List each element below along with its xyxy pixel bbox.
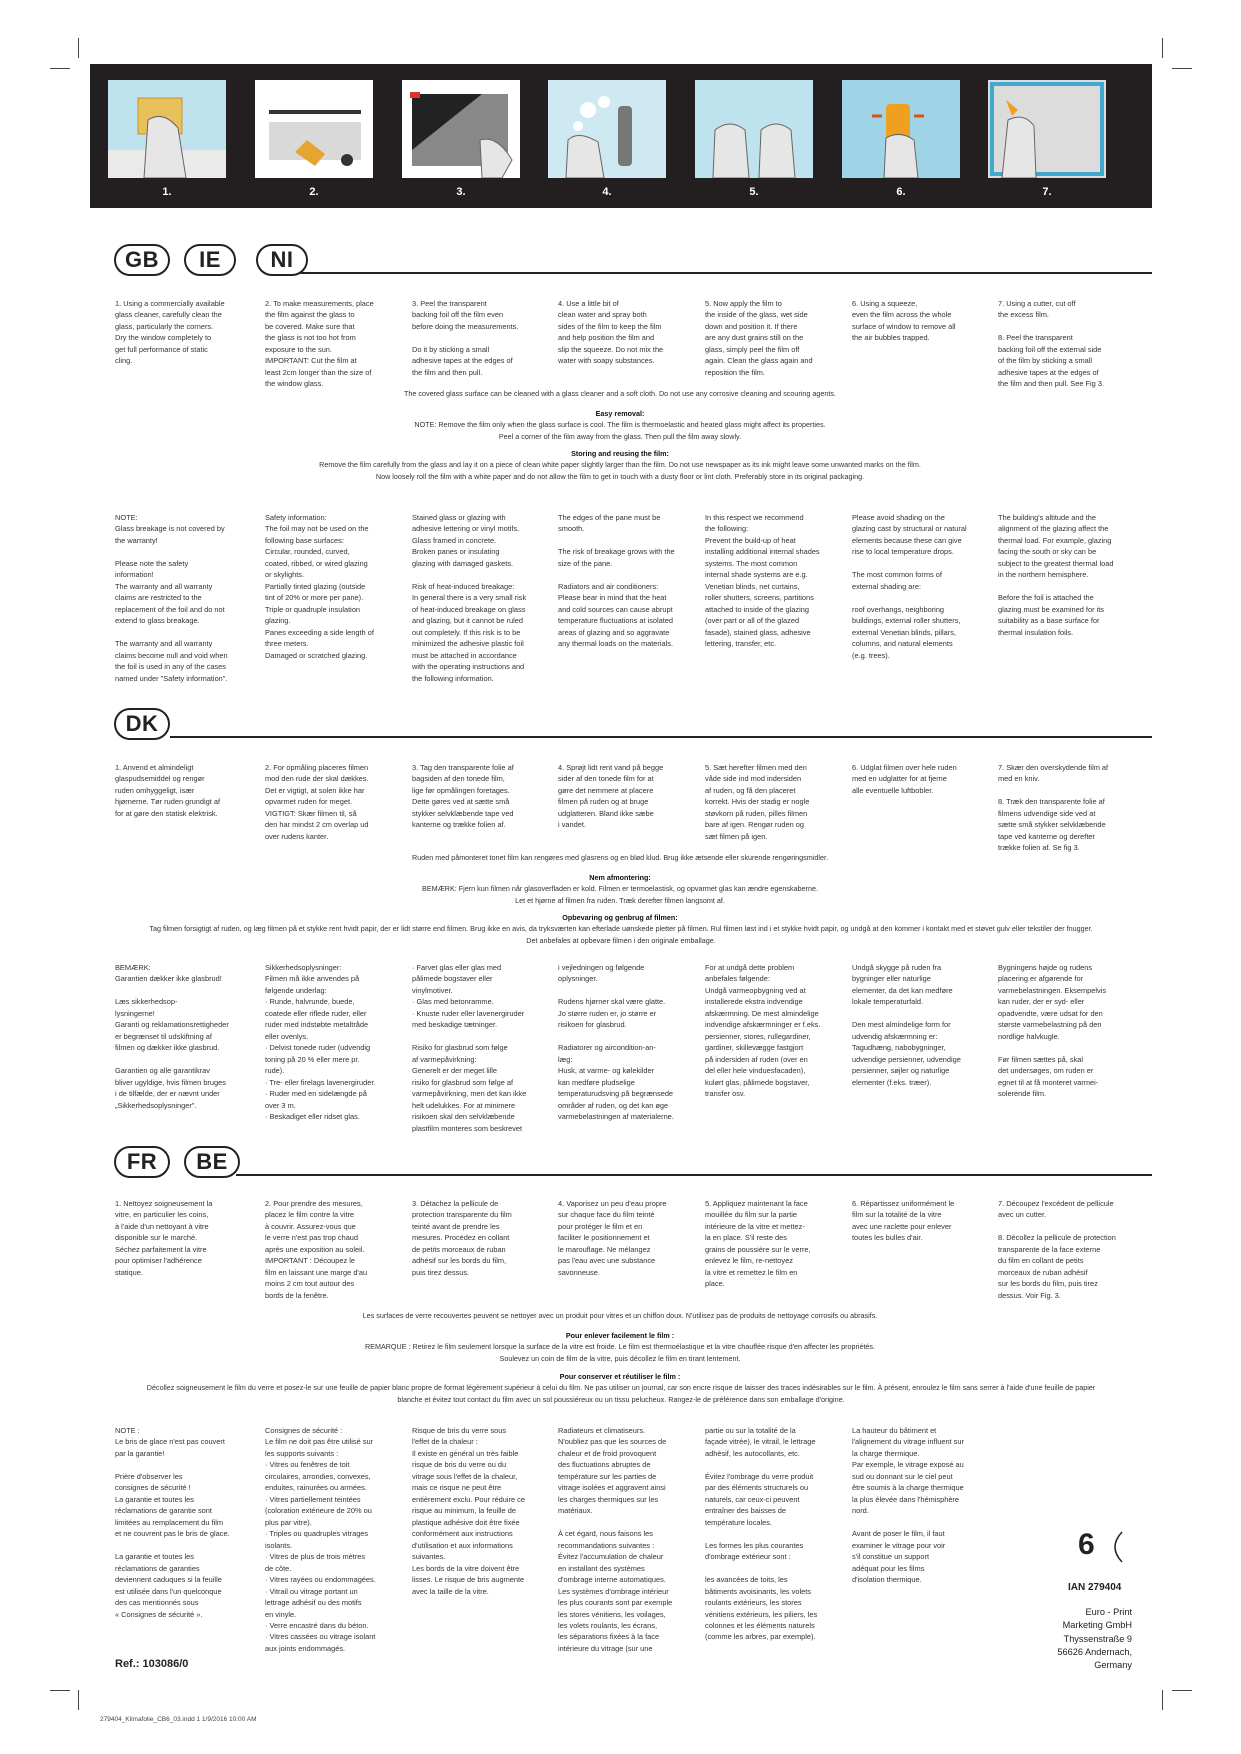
crop-mark-tr-h [1172,68,1192,69]
company-address: Euro - Print Marketing GmbH Thyssenstraße 9 56626 Andernach, Germany [1057,1607,1132,1671]
step-6-illustration [842,80,960,178]
crop-mark-tr-v [1162,38,1163,58]
country-badge-gb: GB [114,244,170,276]
crop-mark-bl-h [50,1690,70,1691]
crop-mark-tl-h [50,68,70,69]
dk-note-7: Bygningens højde og rudens placering er afgørende for varmebelastningen. Eksempelvis kan ruder, der er syd- eller opadvendte, være udsat for den største varmebelastning på den nordlige halvkugle. Før filmen sættes på, skal det undersøges, om ruden er egnet til at få monteret varmei- solerende film. [998,963,1107,1099]
country-badge-ie: IE [184,244,236,276]
dk-note-3: · Farvet glas eller glas med pålimede bogstaver eller vinylmotiver. · Glas med betonramme. · Knuste ruder eller lavenergiruder med beskadige tætninger. Risiko for glasbrud som følge af varmepåvirkning: Generelt er der meget lille risiko for glasbrud som følge af varmepåvirkning, men det kan ikke helt udelukkes. For at minimere risikoen skal den selvklæbende plastfilm monteres som beskrevet [412,963,527,1133]
fr-clean-note: Les surfaces de verre recouvertes peuvent se nettoyer avec un produit pour vitres et un chiffon doux. N'utilisez pas de produits de nettoyage corrosifs ou abrasifs. [362,1311,878,1320]
step-7-illustration [988,80,1106,178]
en-note-4: The edges of the pane must be smooth. The risk of breakage grows with the size of the pane. Radiators and air conditioners: Please bear in mind that the heat and cold sources can cause abrupt temperature fluctuations at isolated areas of glazing and so aggravate any thermal loads on the materials. [558,513,675,649]
step-number-1: 1. [162,186,172,198]
step-number-2: 2. [309,186,319,198]
dk-storing-text: Tag filmen forsigtigt af ruden, og læg filmen på et stykke rent hvidt papir, der er lidt større end filmen. Brug ikke en avis, da tryksværten kan efterlade uønskede pletter på filmen. Rul filmen løst ind i et stykke hvidt papir, og undgå at den kommer i kontakt med et støvet gulv eller tekstiler der fnugger. Det anbefales at opbevare filmen i den originale emballage. [149,924,1093,945]
en-easy-removal-text: NOTE: Remove the film only when the glass surface is cool. The film is thermoelastic and heated glass might affect its properties. Peel a corner of the film away from the glass. Then pull the film away slowly. [414,420,826,441]
fr-note-1: NOTE : Le bris de glace n'est pas couvert par la garantie! Prière d'observer les consignes de sécurité ! La garantie et toutes les réclamations de garantie sont limitées au remplacement du film et ne couvrent pas le bris de glace. La garantie et toutes les réclamations de garanties deviennent caduques si la feuille est utilisée dans l'un quelconque des cas mentionnés sous « Consignes de sécurité ». [115,1426,230,1619]
step-1-illustration [108,80,226,178]
dk-note-2: Sikkerhedsoplysninger: Filmen må ikke anvendes på følgende underlag: · Runde, halvrunde, buede, coatede eller riflede ruder, eller ruder med indstøbte metaltråde eller ovenlys. · Delvist tonede ruder (udvendig toning på 20 % eller mere pr. rude). · Tre- eller firelags lavenergiruder. · Ruder med en sidelængde på over 3 m. · Beskadiget eller ridset glas. [265,963,376,1122]
step-4-illustration [548,80,666,178]
fr-storing-title: Pour conserver et réutiliser le film : [559,1372,681,1381]
step-3-illustration [402,80,520,178]
instruction-banner [90,64,1152,208]
dk-note-5: For at undgå dette problem anbefales følgende: Undgå varmeopbygning ved at installerede ekstra indvendige afskærmning. De mest almindelige indvendige afskærmninger er f.eks. persienner, stores, rullegardiner, gardiner, skillevægge fastgjort på indersiden af ruden (over en del eller hele vinduesfacaden), kulørt glas, pålimede bogstaver, transfer osv. [705,963,821,1099]
en-instruction-5: 5. Now apply the film to the inside of the glass, wet side down and position it. If there are any dust grains still on the glass, simply peel the film off again. Clean the glass again and reposition the film. [705,299,813,377]
en-instruction-3: 3. Peel the transparent backing foil off the film even before doing the measurements. Do it by sticking a small adhesive tapes at the edges of the film and then pull. [412,299,519,377]
fr-instruction-4: 4. Vaporisez un peu d'eau propre sur chaque face du film teinté pour protéger le film et en faciliter le positionnement et le marouflage. Ne mélangez pas l'eau avec une substance savonneuse. [558,1199,667,1277]
dk-note-6: Undgå skygge på ruden fra bygninger eller naturlige elementer, da det kan medføre lokale temperaturfald. Den mest almindelige form for udvendig afskærmning er: Tagudhæng, nabobygninger, udvendige persienner, udvendige persienner, søjler og naturlige elementer (f.eks. træer). [852,963,961,1087]
section-rule-fr [236,1174,1152,1176]
fr-instruction-5: 5. Appliquez maintenant la face mouillée du film sur la partie intérieure de la vitre et mettez- la en place. S'il reste des grains de poussière sur le verre, enlevez le film, re-nettoyez la vitre et remettez le film en place. [705,1199,811,1289]
step-number-4: 4. [602,186,612,198]
dk-instruction-7: 7. Skær den overskydende film af med en kniv. 8. Træk den transparente folie af filmens udvendige side ved at sætte små stykker selvklæbende tape ved kanterne og derefter trække folien af. Se fig 3. [998,763,1109,853]
dk-easy-removal-text: BEMÆRK: Fjern kun filmen når glasoverfladen er kold. Filmen er termoelastisk, og opvarmet glas kan ændre egenskaberne. Let et hjørne af filmen fra ruden. Træk derefter filmen langsomt af. [422,884,818,905]
country-badge-ni: NI [256,244,308,276]
country-badge-dk: DK [114,708,170,740]
fr-instruction-1: 1. Nettoyez soigneusement la vitre, en particulier les coins, à l'aide d'un nettoyant à vitre disponible sur le marché. Séchez parfaitement la vitre pour optimiser l'adhérence statique. [115,1199,213,1277]
en-clean-note: The covered glass surface can be cleaned with a glass cleaner and a soft cloth. Do not use any corrosive cleaning and scouring agents. [404,389,836,398]
dk-note-4: i vejledningen og følgende oplysninger. Rudens hjørner skal være glatte. Jo større ruden er, jo større er risikoen for glasbrud. Radiatorer og aircondition-an- læg: Husk, at varme- og kølekilder kan medføre pludselige temperaturudsving på begrænsede områder af ruden, og det kan øge varmebelastningen af materialerne. [558,963,674,1122]
step-number-5: 5. [749,186,759,198]
en-note-1: NOTE: Glass breakage is not covered by the warranty! Please note the safety information! The warranty and all warranty claims are restricted to the replacement of the foil and do not extend to glass breakage. The warranty and all warranty claims become null and void when the foil is used in any of the cases named under "Safety information". [115,513,228,683]
dk-instruction-4: 4. Sprøjt lidt rent vand på begge sider af den tonede film for at gøre det nemmere at placere filmen på ruden og at bruge udglatteren. Bland ikke sæbe i vandet. [558,763,664,830]
dk-easy-removal-title: Nem afmontering: [589,873,651,882]
reference-number: Ref.: 103086/0 [115,1658,189,1670]
fr-easy-removal-title: Pour enlever facilement le film : [565,1331,675,1340]
section-rule-en [300,272,1152,274]
step-2-illustration [255,80,373,178]
en-instruction-6: 6. Using a squeeze, even the film across the whole surface of window to remove all the air bubbles trapped. [852,299,956,343]
fr-instruction-2: 2. Pour prendre des mesures, placez le film contre la vitre à couvrir. Assurez-vous que le verre n'est pas trop chaud après une exposition au soleil. IMPORTANT : Découpez le film en laissant une marge d'au moins 2 cm tout autour des bords de la fenêtre. [265,1199,368,1300]
page-bracket-icon [1104,1530,1126,1564]
fr-instruction-7: 7. Découpez l'excédent de pellicule avec un cutter. 8. Décollez la pellicule de protection transparente de la face externe du film en collant de petits morceaux de ruban adhésif sur les bords du film, puis tirez dessus. Voir Fig. 3. [998,1199,1116,1300]
en-easy-removal-title: Easy removal: [595,409,645,418]
fr-note-6: La hauteur du bâtiment et l'alignement du vitrage influent sur la charge thermique. Par exemple, le vitrage exposé au sud ou donnant sur le ciel peut être soumis à la charge thermique la plus élevée dans l'hémisphère nord. Avant de poser le film, il faut examiner le vitrage pour voir s'il constitue un support adéquat pour les films d'isolation thermique. [852,1426,964,1585]
fr-instruction-3: 3. Détachez la pellicule de protection transparente du film teinté avant de prendre les mesures. Procédez en collant de petits morceaux de ruban adhésif sur les bords du film, puis tirez dessus. [412,1199,512,1277]
en-note-3: Stained glass or glazing with adhesive lettering or vinyl motifs. Glass framed in concrete. Broken panes or insulating glazing with damaged gaskets. Risk of heat-induced breakage: In general there is a very small risk of heat-induced breakage on glass and glazing, but it cannot be ruled out completely. If this risk is to be minimized the adhesive plastic foil must be attached in accordance with the operating instructions and the following information. [412,513,527,683]
fr-note-4: Radiateurs et climatiseurs. N'oubliez pas que les sources de chaleur et de froid provoquent des fluctuations abruptes de température sur les parties de vitrage isolées et aggravent ainsi les charges thermiques sur les matériaux. À cet égard, nous faisons les recommandations suivantes : Évitez l'accumulation de chaleur en installant des systèmes d'ombrage interne automatiques. Les systèmes d'ombrage intérieur les plus courants sont par exemple les stores vénitiens, les voilages, les volets roulants, les écrans, les séparations fixées à la face intérieure du vitrage (sur une [558,1426,673,1653]
section-rule-dk [170,736,1152,738]
print-footer: 279404_Klimafolie_CB6_03.indd 1 1/9/2016 10:00 AM [100,1716,257,1723]
step-number-7: 7. [1042,186,1052,198]
ian-number: IAN 279404 [1068,1582,1122,1593]
step-number-3: 3. [456,186,466,198]
en-note-2: Safety information: The foil may not be used on the following base surfaces: Circular, rounded, curved, coated, ribbed, or wired glazing or skylights. Partially tinted glazing (outside tint of 20% or more per pane). Triple or quadruple insulation glazing. Panes exceeding a side length of three meters. Damaged or scratched glazing. [265,513,374,660]
en-storing-title: Storing and reusing the film: [571,449,669,458]
dk-instruction-1: 1. Anvend et almindeligt glaspudsemiddel og rengør ruden omhyggeligt, især hjørnerne. Tør ruden grundigt af for at gøre den statisk elektrisk. [115,763,221,818]
en-note-7: The building's altitude and the alignment of the glazing affect the thermal load. For example, glazing facing the south or sky can be subject to the greatest thermal load in the northern hemisphere. Before the foil is attached the glazing must be examined for its suitability as a base surface for thermal insulation foils. [998,513,1114,637]
dk-note-1: BEMÆRK: Garantien dækker ikke glasbrud! Læs sikkerhedsop- lysningerne! Garanti og reklamationsrettigheder er begrænset til udskiftning af filmen og dækker ikke glasbrud. Garantien og alle garantikrav bliver ugyldige, hvis filmen bruges i de tilfælde, der er nævnt under „Sikkerhedsoplysninger". [115,963,229,1110]
step-5-illustration [695,80,813,178]
en-storing-text: Remove the film carefully from the glass and lay it on a piece of clean white paper slightly larger than the film. Do not use newspaper as its ink might leave some unwanted marks on the film. Now loosely roll the film with a white paper and do not allow the film to get in touch with a dusty floor or lint cloth. Preferably store in its original packaging. [319,460,921,481]
page-number: 6 [1078,1528,1095,1561]
fr-easy-removal-text: REMARQUE : Retirez le film seulement lorsque la surface de la vitre est froide. Le film est thermoélastique et la vitre chauffée risque d'en affecter les propriétés. Soulevez un coin de film de la vitre, puis décollez le film en tirant lentement. [364,1342,876,1363]
en-note-5: In this respect we recommend the following: Prevent the build-up of heat installing additional internal shades systems. The most common internal shade systems are e.g. Venetian blinds, net curtains, roller shutters, screens, partitions attached to inside of the glazing (over part or all of the glazed fasade), stained glass, adhesive lettering, transfer, etc. [705,513,820,649]
crop-mark-tl-v [78,38,79,58]
dk-clean-note: Ruden med påmonteret tonet film kan rengøres med glasrens og en blød klud. Brug ikke ætsende eller skurende rengøringsmidler. [412,853,828,862]
en-instruction-1: 1. Using a commercially available glass cleaner, carefully clean the glass, particularly the corners. Dry the window completely to get full performance of static cling. [115,299,225,366]
fr-note-3: Risque de bris du verre sous l'effet de la chaleur : Il existe en général un très faible risque de bris du verre ou du vitrage sous l'effet de la chaleur, mais ce risque ne peut être entièrement exclu. Pour réduire ce risque au minimum, la feuille de plastique adhésive doit être fixée conformément aux instructions d'utilisation et aux informations suivantes. Les bords de la vitre doivent être lisses. Le risque de bris augmente avec la taille de la vitre. [412,1426,525,1596]
dk-instruction-2: 2. For opmåling placeres filmen mod den rude der skal dækkes. Det er vigtigt, at solen ikke har opvarmet ruden for meget. VIGTIGT: Skær filmen til, så den har mindst 2 cm overlap ud over rudens kanter. [265,763,369,841]
fr-note-2: Consignes de sécurité : Le film ne doit pas être utilisé sur les supports suivants : · Vitres ou fenêtres de toit circulaires, arrondies, convexes, enduites, rainurées ou armées. · Vitres partiellement teintées (coloration extérieure de 20% ou plus par vitre). · Triples ou quadruples vitrages isolants. · Vitres de plus de trois mètres de côte. · Vitres rayées ou endommagées. · Vitrail ou vitrage portant un lettrage adhésif ou des motifs en vinyle. · Verre encastré dans du béton. · Vitres cassées ou vitrage isolant aux joints endommagés. [265,1426,376,1653]
fr-storing-text: Décollez soigneusement le film du verre et posez-le sur une feuille de papier blanc propre de format légèrement supérieur à celui du film. Ne pas utiliser un journal, car son encre risque de laisser des traces indésirables sur le film. À présent, enroulez le film sans serrer à l'aide d'une feuille de papier blanche et évitez tout contact du film avec un sol poussiéreux ou un tissu pelucheux. Rangez-le de préférence dans son emballage d'origine. [146,1383,1096,1404]
en-instruction-7: 7. Using a cutter, cut off the excess film. 8. Peel the transparent backing foil off the external side of the film by sticking a small adhesive tapes at the edges of the film and then pull. See Fig 3. [998,299,1104,389]
crop-mark-br-h [1172,1690,1192,1691]
crop-mark-br-v [1162,1690,1163,1710]
country-badge-fr: FR [114,1146,170,1178]
en-instruction-2: 2. To make measurements, place the film against the glass to be covered. Make sure that the glass is not too hot from exposure to the sun. IMPORTANT: Cut the film at least 2cm longer than the size of the window glass. [265,299,374,389]
crop-mark-bl-v [78,1690,79,1710]
dk-instruction-6: 6. Udglat filmen over hele ruden med en udglatter for at fjerne alle eventuelle luftbobler. [852,763,957,795]
en-instruction-4: 4. Use a little bit of clean water and spray both sides of the film to keep the film and help position the film and slip the squeeze. Do not mix the water with soapy substances. [558,299,664,366]
step-number-6: 6. [896,186,906,198]
dk-storing-title: Opbevaring og genbrug af filmen: [562,913,678,922]
dk-instruction-5: 5. Sæt herefter filmen med den våde side ind mod indersiden af ruden, og få den placeret korrekt. Hvis der stadig er nogle støvkorn på ruden, pilles filmen bare af igen. Rengør ruden og sæt filmen på igen. [705,763,810,841]
en-note-6: Please avoid shading on the glazing cast by structural or natural elements because these can give rise to local temperature drops. The most common forms of external shading are: roof overhangs, neighboring buildings, external roller shutters, external Venetian blinds, pillars, columns, and natural elements (e.g. trees). [852,513,967,660]
country-badge-be: BE [184,1146,240,1178]
dk-instruction-3: 3. Tag den transparente folie af bagsiden af den tonede film, lige før opmålingen foretages. Dette gøres ved at sætte små stykker selvklæbende tape ved kanterne og trække folien af. [412,763,514,830]
fr-note-5: partie ou sur la totalité de la façade vitrée), le vitrail, le lettrage adhésif, les autocollants, etc. Évitez l'ombrage du verre produit par des éléments structurels ou naturels, car ceux-ci peuvent entraîner des baisses de température locales. Les formes les plus courantes d'ombrage extérieur sont : les avancées de toits, les bâtiments avoisinants, les volets roulants extérieurs, les stores vénitiens extérieurs, les piliers, les colonnes et les éléments naturels (comme les arbres, par exemple). [705,1426,818,1642]
fr-instruction-6: 6. Répartissez uniformément le film sur la totalité de la vitre avec une raclette pour enlever toutes les bulles d'air. [852,1199,955,1243]
